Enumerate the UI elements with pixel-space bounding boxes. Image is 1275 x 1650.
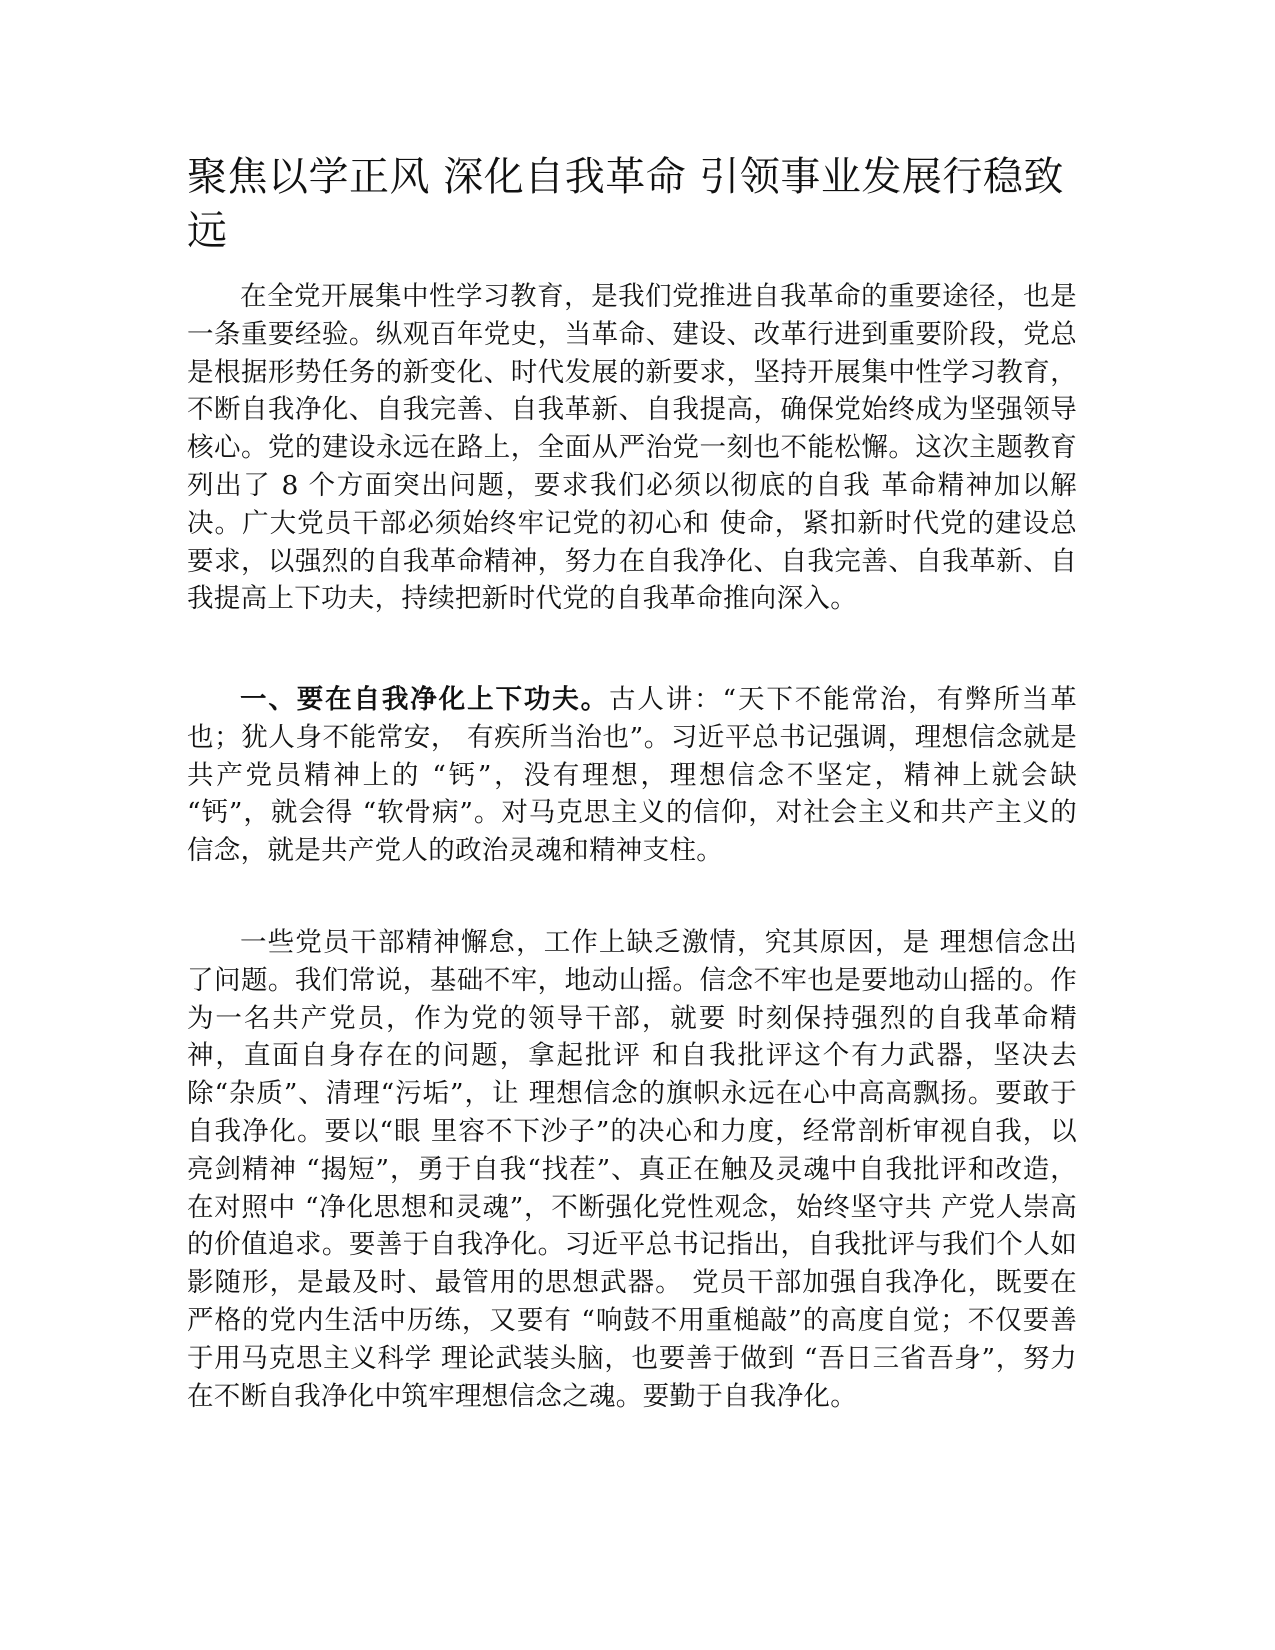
paragraph-text: 一些党员干部精神懈怠，工作上缺乏激情，究其原因，是 理想信念出了问题。我们常说，基础不牢，地动山摇。信念不牢也是要地动山摇的。作为一名共产党员，作为党的领导干部，就要 时刻保持强烈的自我革命精神，直面自身存在的问题，拿起批评 和自我批评这个有力武器，坚决去除“杂质”、清理“污垢”，让 理想信念的旗帜永远在心中高高飘扬。要敢于自我净化。要以“眼 里容不下沙子”的决心和力度，经常剖析审视自我，以亮剑精神 “揭短”，勇于自我“找茬”、真正在触及灵魂中自我批评和改造， 在对照中 “净化思想和灵魂”，不断强化党性观念，始终坚守共 产党人崇高的价值追求。要善于自我净化。习近平总书记指出，自我批评与我们个人如影随形，是最及时、最管用的思想武器。 党员干部加强自我净化，既要在严格的党内生活中历练，又要有 “响鼓不用重槌敲”的高度自觉；不仅要善于用马克思主义科学 理论武装头脑，也要善于做到 “吾日三省吾身”，努力在不断自我净化中筑牢理想信念之魂。要勤于自我净化。: [187, 927, 1077, 1412]
paragraph-text: 在全党开展集中性学习教育，是我们党推进自我革命的重要途径，也是一条重要经验。纵观百年党史，当革命、建设、改革行进到重要阶段，党总是根据形势任务的新变化、时代发展的新要求，坚持开展集中性学习教育，不断自我净化、自我完善、自我革新、自我提高，确保党始终成为坚强领导核心。党的建设永远在路上，全面从严治党一刻也不能松懈。这次主题教育列出了 8 个方面突出问题，要求我们必须以彻底的自我 革命精神加以解决。广大党员干部必须始终牢记党的初心和 使命，紧扣新时代党的建设总要求，以强烈的自我革命精神，努力在自我净化、自我完善、自我革新、自我提高上下功夫，持续把新时代党的自我革命推向深入。: [187, 281, 1077, 615]
document-title: 聚焦以学正风 深化自我革命 引领事业发展行稳致远: [187, 154, 1064, 254]
section-heading: 一、要在自我净化上下功夫。: [240, 684, 609, 715]
paragraph-text: 古人讲：“天下不能常治，有弊所当革也；犹人身不能常安， 有疾所当治也”。习近平总书记强调，理想信念就是共产党员精神上的 “钙”，没有理想，理想信念不坚定，精神上就会缺 “钙”，就会得 “软骨病”。对马克思主义的信仰，对社会主义和共产主义的信念，就是共产党人的政治灵魂和精神支柱。: [187, 684, 1077, 867]
body-paragraph-section-1: [187, 681, 1077, 870]
body-paragraph-section-1-cont: [187, 924, 1077, 1415]
body-paragraph-intro: [187, 278, 1077, 618]
